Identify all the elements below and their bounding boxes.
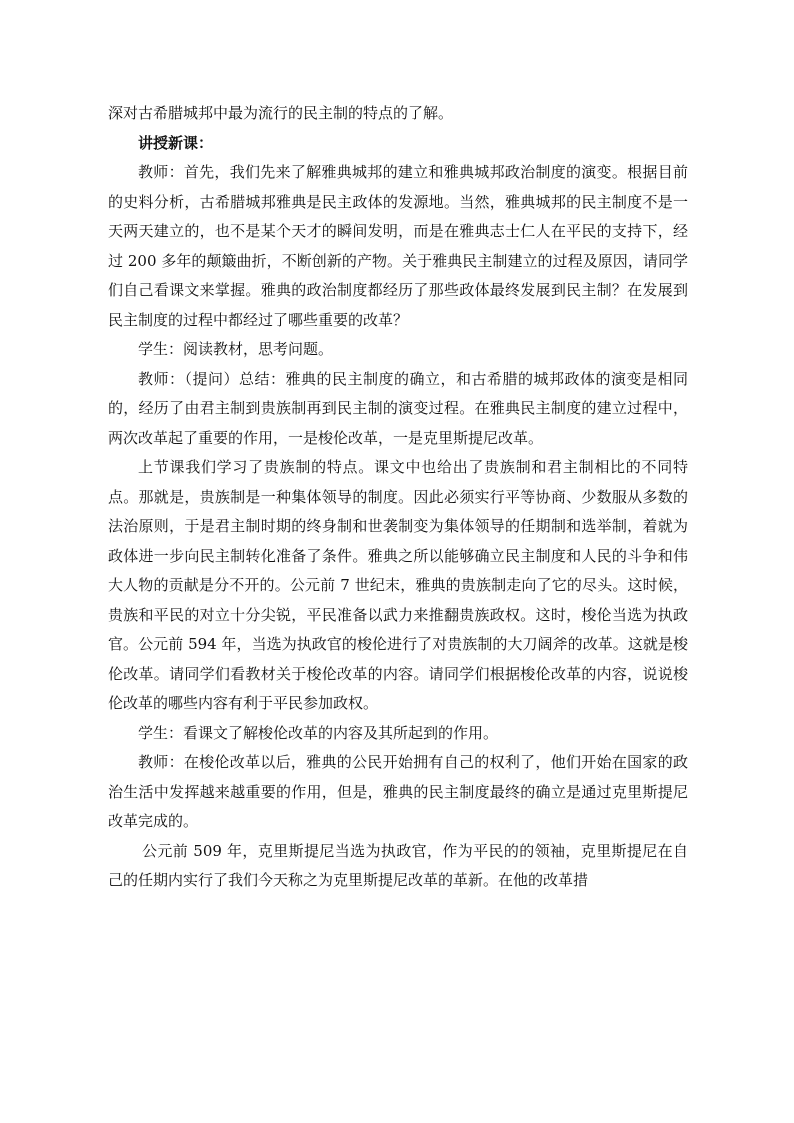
paragraph-teacher-intro: 教师：首先，我们先来了解雅典城邦的建立和雅典城邦政治制度的演变。根据目前的史料分析，古希腊城邦雅典是民主政体的发源地。当然，雅典城邦的民主制度不是一天两天建立的，也不是某个天才的瞬间发明，而是在雅典志士仁人在平民的支持下，经过 200 多年的颠簸曲折，不断创新的产物。关于雅典民主制建立的过程及原因，请同学们自己看课文来掌握。雅典的政治制度都经历了那些政体最终发展到民主制？在发展到民主制度的过程中都经过了哪些重要的改革？ — [108, 163, 688, 329]
paragraph-aristocracy: 上节课我们学习了贵族制的特点。课文中也给出了贵族制和君主制相比的不同特点。那就是，贵族制是一种集体领导的制度。因此必须实行平等协商、少数服从多数的法治原则，于是君主制时期的终身制和世袭制变为集体领导的任期制和选举制，着就为政体进一步向民主制转化准备了条件。雅典之所以能够确立民主制度和人民的斗争和伟大人物的贡献是分不开的。公元前 7 世纪末，雅典的贵族制走向了它的尽头。这时候，贵族和平民的对立十分尖锐，平民准备以武力来推翻贵族政权。这时，梭伦当选为执政官。公元前 594 年，当选为执政官的梭伦进行了对贵族制的大刀阔斧的改革。这就是梭伦改革。请同学们看教材关于梭伦改革的内容。请同学们根据梭伦改革的内容，说说梭伦改革的哪些内容有利于平民参加政权。 — [108, 458, 688, 712]
paragraph-509bc: 公元前 509 年，克里斯提尼当选为执政官，作为平民的的领袖，克里斯提尼在自己的任期内实行了我们今天称之为克里斯提尼改革的革新。在他的改革措 — [108, 841, 688, 889]
paragraph-intro: 深对古希腊城邦中最为流行的民主制的特点的了解。 — [108, 104, 454, 122]
document-body — [108, 99, 688, 896]
paragraph-student-solon: 学生：看课文了解梭伦改革的内容及其所起到的作用。 — [138, 723, 499, 742]
paragraph-student-reading: 学生：阅读教材，思考问题。 — [138, 340, 334, 358]
section-heading-new-lesson: 讲授新课： — [138, 133, 214, 152]
paragraph-teacher-cleisthenes: 教师：在梭伦改革以后，雅典的公民开始拥有自己的权利了，他们开始在国家的政治生活中发挥越来越重要的作用，但是，雅典的民主制度最终的确立是通过克里斯提尼改革完成的。 — [108, 753, 688, 830]
paragraph-teacher-summary: 教师：（提问）总结：雅典的民主制度的确立，和古希腊的城邦政体的演变是相同的，经历了由君主制到贵族制再到民主制的演变过程。在雅典民主制度的建立过程中，两次改革起了重要的作用，一是梭伦改革，一是克里斯提尼改革。 — [108, 369, 688, 447]
